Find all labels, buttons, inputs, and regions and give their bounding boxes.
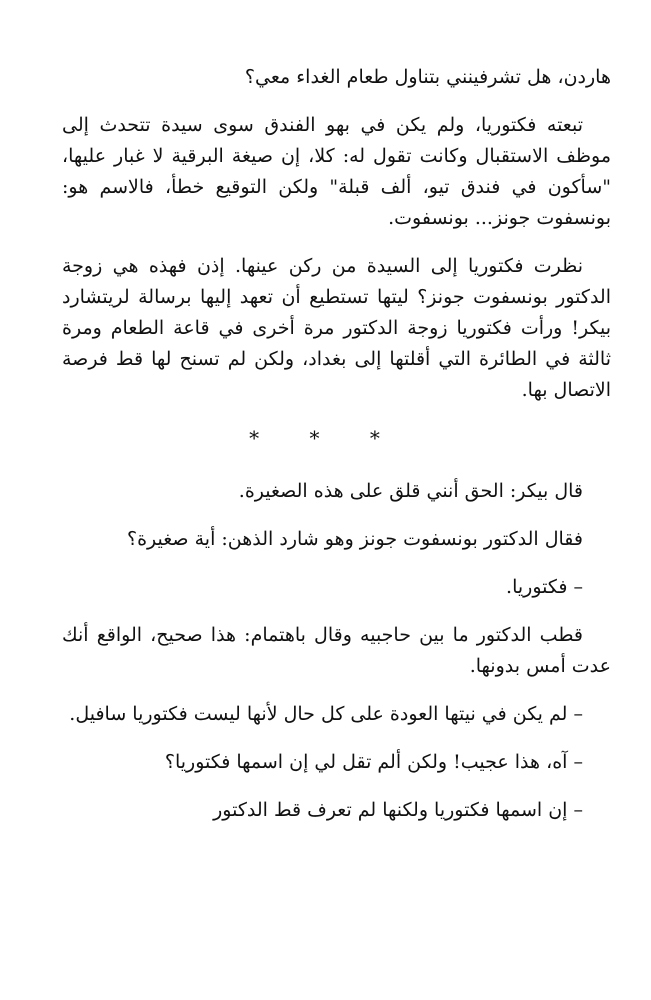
paragraph-10: – إن اسمها فكتوريا ولكنها لم تعرف قط الدكتور <box>213 799 583 821</box>
paragraph-2: تبعته فكتوريا، ولم يكن في بهو الفندق سوى سيدة تتحدث إلى موظف الاستقبال وكانت تقول له: كلا، إن صيغة البرقية لا غبار عليها، "سأكون في فندق تيو، ألف قبلة" ولكن التوقيع خطأ، فالاسم هو: بونسفوت جونز... بونسفوت. <box>62 114 611 229</box>
section-separator: * * * <box>249 426 402 450</box>
paragraph-3: نظرت فكتوريا إلى السيدة من ركن عينها. إذن فهذه هي زوجة الدكتور بونسفوت جونز؟ ليتها تستطيع أن تعهد إليها برسالة لريتشارد بيكر! ورأت فكتوريا زوجة الدكتور مرة أخرى في قاعة الطعام ومرة ثالثة في الطائرة التي أقلتها إلى بغداد، ولكن لم تسنح لها قط فرصة الاتصال بها. <box>62 255 611 401</box>
paragraph-6: – فكتوريا. <box>506 576 583 598</box>
paragraph-9: – آه، هذا عجيب! ولكن ألم تقل لي إن اسمها فكتوريا؟ <box>164 751 583 773</box>
paragraph-1: هاردن، هل تشرفينني بتناول طعام الغداء معي؟ <box>244 66 611 88</box>
paragraph-7: قطب الدكتور ما بين حاجبيه وقال باهتمام: هذا صحيح، الواقع أنك عدت أمس بدونها. <box>62 624 611 677</box>
paragraph-8: – لم يكن في نيتها العودة على كل حال لأنها ليست فكتوريا سافيل. <box>69 703 583 725</box>
paragraph-4: قال بيكر: الحق أنني قلق على هذه الصغيرة. <box>238 480 583 502</box>
paragraph-5: فقال الدكتور بونسفوت جونز وهو شارد الذهن: أية صغيرة؟ <box>127 528 583 550</box>
